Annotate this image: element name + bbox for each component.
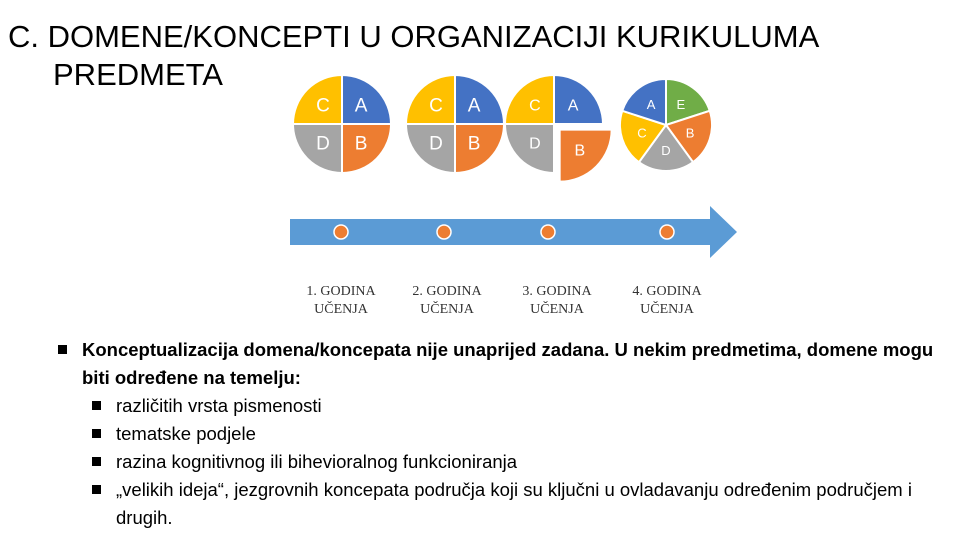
pie-slice-b: [560, 130, 612, 182]
sub-bullet-text: tematske podjele: [116, 423, 256, 444]
pie-slice-label: B: [685, 125, 695, 141]
pie-slice-label: B: [574, 142, 586, 160]
pie-slice-label: C: [429, 95, 443, 117]
pie-slice-label: E: [676, 97, 686, 113]
sub-bullet: [58, 392, 958, 420]
bullet-marker: [92, 429, 101, 438]
pie-slice-label: D: [429, 133, 443, 155]
stage-pie: [293, 75, 391, 173]
pie-slice-label: D: [316, 133, 330, 155]
title-line-2: PREDMETA: [53, 57, 223, 92]
pie-slice-label: A: [567, 97, 579, 115]
timeline-dot: [334, 225, 348, 239]
bullet-marker: [58, 345, 67, 354]
bullet-marker: [92, 485, 101, 494]
pie-slice-label: D: [529, 135, 541, 153]
stage-pie: [505, 75, 612, 182]
sub-bullet-text: različitih vrsta pismenosti: [116, 395, 322, 416]
timeline-dot: [437, 225, 451, 239]
pie-slice-label: A: [646, 97, 656, 113]
pie-slice-label: D: [661, 142, 671, 158]
stage-label-line-2: UČENJA: [314, 302, 368, 317]
bullet-marker: [92, 401, 101, 410]
pie-slice-label: C: [316, 95, 330, 117]
pie-slice-a: [554, 75, 603, 124]
stage-label-line-2: UČENJA: [530, 302, 584, 317]
stage-label-line-1: 2. GODINA: [412, 284, 482, 299]
stage-label-line-1: 1. GODINA: [306, 284, 376, 299]
stage-pie: [406, 75, 504, 173]
sub-bullet-text: „velikih ideja“, jezgrovnih koncepata područja koji su ključni u ovladavanju određenim područjem i drugih.: [116, 479, 912, 528]
timeline-dot: [660, 225, 674, 239]
pie-slice-label: B: [354, 133, 368, 155]
sub-bullet: [58, 448, 958, 476]
timeline-dot: [541, 225, 555, 239]
sub-bullet: [58, 476, 958, 532]
stage-label-line-2: UČENJA: [640, 302, 694, 317]
pie-slice-label: B: [467, 133, 481, 155]
title-line-1: C. DOMENE/KONCEPTI U ORGANIZACIJI KURIKULUMA: [8, 19, 820, 54]
sub-bullet: [58, 420, 958, 448]
stage-label-line-1: 3. GODINA: [522, 284, 592, 299]
stage-pie: [620, 79, 712, 171]
main-bullet: [58, 336, 958, 392]
sub-bullet-text: razina kognitivnog ili bihevioralnog funkcioniranja: [116, 451, 518, 472]
bullet-marker: [92, 457, 101, 466]
stage-label-line-2: UČENJA: [420, 302, 474, 317]
pie-slice-label: C: [529, 97, 541, 115]
stage-label-line-1: 4. GODINA: [632, 284, 702, 299]
pie-slice-label: A: [354, 95, 368, 117]
bullet-list: [58, 336, 958, 532]
pie-slice-label: C: [637, 125, 647, 141]
main-bullet-text: Konceptualizacija domena/koncepata nije unaprijed zadana. U nekim predmetima, domene mogu biti određene na temelju:: [82, 339, 934, 388]
pie-slice-label: A: [467, 95, 481, 117]
